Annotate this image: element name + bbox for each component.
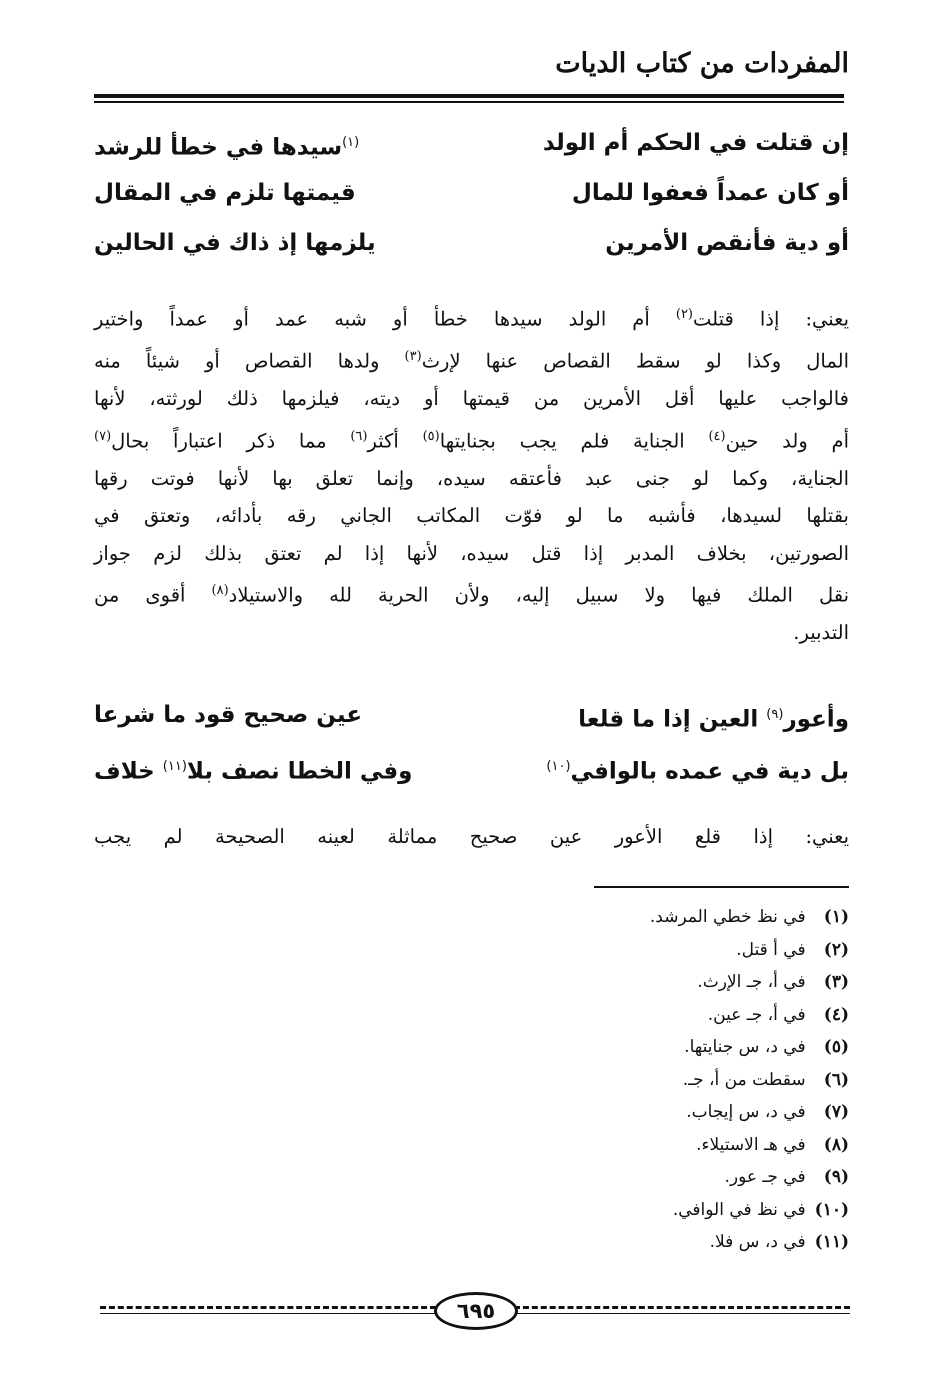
verse-line (94, 118, 849, 168)
footer-dashed-rule-right (514, 1306, 850, 1309)
footnote-number: (٩) (823, 1167, 849, 1187)
footnote-item (429, 1129, 849, 1162)
verse-line (94, 690, 849, 740)
footnote-item (429, 901, 849, 934)
footnote-number: (١٠) (814, 1199, 849, 1220)
verse-hemistich-right: إن قتلت في الحكم أم الولد (542, 130, 849, 156)
footnote-ref: (٢) (675, 307, 693, 322)
footer-solid-rule-left (100, 1313, 436, 1314)
verse-hemistich-left: وفي الخطا نصف بلا$^{(١١)}$ خلاف (94, 758, 413, 785)
footnote-item (429, 1226, 849, 1259)
footnote-text: في جـ عور. (724, 1167, 806, 1187)
footnote-number: (٢) (823, 939, 849, 960)
verse-hemistich-right: وأعور$^{(٩)}$ العين إذا ما قلعا (578, 706, 849, 733)
page-header-title: المفردات من كتاب الديات (555, 48, 849, 79)
footnote-number: (١١) (814, 1232, 849, 1252)
verse-line (94, 218, 849, 268)
footnote-item (429, 1161, 849, 1194)
verse-hemistich-left: يلزمها إذ ذاك في الحالين (94, 230, 376, 256)
footnote-number: (١) (823, 907, 849, 927)
header-rule-thick (94, 94, 844, 98)
footnote-item (429, 1096, 849, 1129)
prose-line: أم ولد حين$^{(٤)}$ الجناية فلم يجب بجنايتها$^{(٥)}$ أكثر$^{(٦)}$ مما ذكر اعتباراً بحال$^{(٧)}$ (94, 428, 850, 452)
footnote-text: في د، س جنايتها. (684, 1037, 806, 1057)
footnote-item (429, 999, 849, 1032)
footnote-text: في نظ خطي المرشد. (649, 907, 806, 927)
footnote-text: في نظ في الوافي. (672, 1199, 806, 1220)
footnote-number: (٣) (823, 972, 849, 992)
footnote-text: في أ، جـ عين. (707, 1004, 806, 1025)
footnote-item (429, 1194, 849, 1227)
page-number: ٦٩٥ (434, 1292, 518, 1330)
verse-hemistich-left: قيمتها تلزم في المقال (94, 180, 356, 206)
footnote-number: (٧) (823, 1102, 849, 1122)
prose-paragraph (94, 296, 849, 652)
verse-hemistich-right: بل دية في عمده بالوافي$^{(١٠)}$ (546, 758, 849, 785)
footnote-text: في أ قتل. (736, 939, 806, 960)
prose-line: الصورتين، بخلاف المدبر إذا قتل سيده، لأنها إذا لم تعتق بذلك لزم جواز (94, 541, 849, 565)
verse-line (94, 168, 849, 218)
footnote-number: (٤) (823, 1004, 849, 1025)
verse-line (94, 742, 849, 792)
footnote-ref: (٦) (350, 428, 368, 444)
footer-solid-rule-right (514, 1313, 850, 1314)
footnote-number: (٦) (823, 1069, 849, 1090)
footnote-ref: (٥) (422, 428, 440, 444)
footnote-ref: (١١) (162, 759, 187, 774)
footnote-text: في هـ الاستيلاء. (696, 1134, 806, 1155)
footnote-item (429, 1031, 849, 1064)
footnote-ref: (٧) (94, 428, 112, 444)
prose-line: يعني: إذا قتلت$^{(٢)}$ أم الولد سيدها خطأ أو شبه عمد أو عمداً واختير (94, 307, 849, 331)
verse-hemistich-right: أو كان عمداً فعفوا للمال (571, 180, 849, 206)
footnote-number: (٥) (823, 1037, 849, 1057)
footnote-ref: (٩) (766, 707, 784, 722)
verse-hemistich-right: أو دية فأنقص الأمرين (605, 230, 849, 256)
prose-line: المال وكذا لو سقط القصاص عنها لإرث$^{(٣)}$ ولدها القصاص أو شيئاً منه (94, 349, 849, 373)
verse-hemistich-left (94, 118, 464, 173)
prose-paragraph (94, 818, 849, 856)
footnote-text: في د، س فلا. (709, 1232, 806, 1252)
footnote-item (429, 934, 849, 967)
footnotes-list (429, 901, 849, 1259)
prose-line: يعني: إذا قلع الأعور عين صحيح مماثلة لعينه الصحيحة لم يجب (94, 825, 849, 848)
footnote-ref: (٤) (708, 428, 726, 444)
footnote-text: في أ، جـ الإرث. (697, 972, 806, 992)
header-rule-thin (94, 101, 844, 103)
prose-line: الجناية، وكما لو جنى عبد فأعتقه سيده، وإنما تعلق بها لأنها فوتت رقها (94, 466, 849, 490)
page-footer (100, 1290, 850, 1326)
footnote-item (429, 966, 849, 999)
footnote-ref: (٣) (404, 349, 422, 364)
verse-hemistich-left: عين صحيح قود ما شرعا (94, 702, 363, 728)
footnote-number: (٨) (823, 1134, 849, 1155)
prose-line: نقل الملك فيها ولا سبيل إليه، ولأن الحرية لله والاستيلاد$^{(٨)}$ أقوى من (94, 583, 850, 607)
prose-line: بقتلها لسيدها، فأشبه ما لو فوّت المكاتب الجاني رقه بأدائه، وتعتق في (94, 504, 849, 527)
footnote-ref: (١) (342, 135, 360, 150)
footnote-ref: (٨) (211, 583, 229, 598)
prose-line: التدبير. (793, 621, 849, 644)
footnote-item (429, 1064, 849, 1097)
verse-hemistich-left-text: سيدها في خطأ للرشد (94, 134, 343, 161)
footnote-text: في د، س إيجاب. (686, 1102, 806, 1122)
footer-dashed-rule-left (100, 1306, 436, 1309)
footnote-rule (594, 886, 849, 888)
footnote-ref: (١٠) (546, 759, 571, 774)
prose-line: فالواجب عليها أقل الأمرين من قيمتها أو ديته، فيلزمها ذلك لورثته، لأنها (94, 387, 849, 410)
footnote-text: سقطت من أ، جـ. (682, 1069, 806, 1090)
